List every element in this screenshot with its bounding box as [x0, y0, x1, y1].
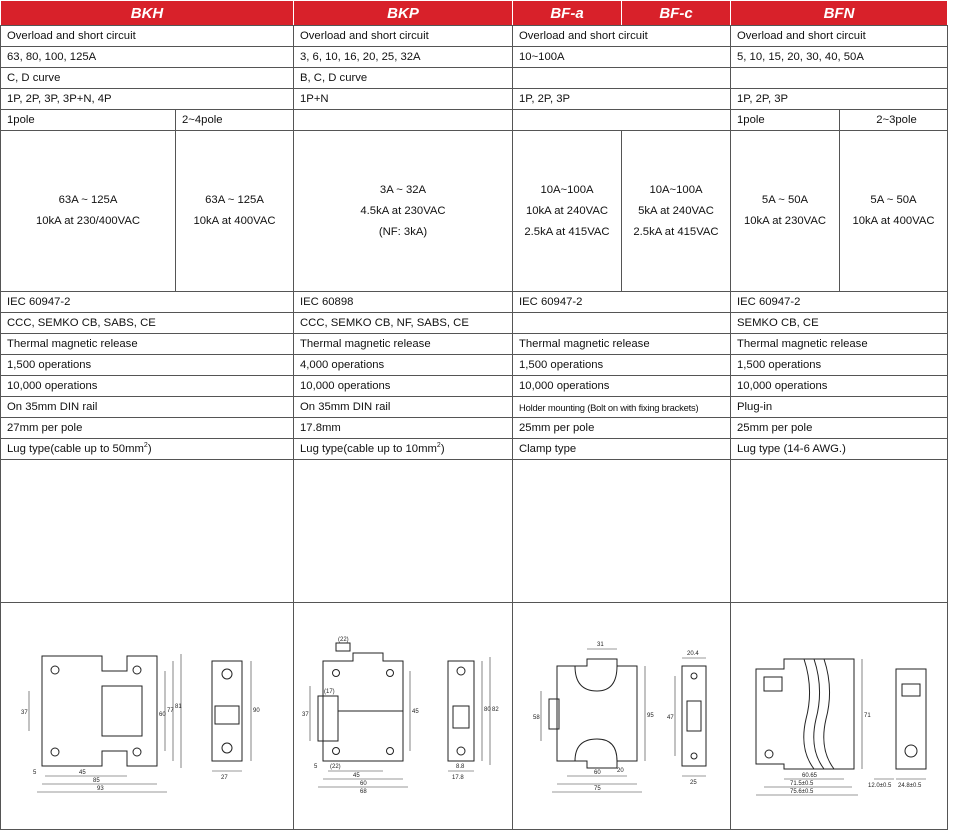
dim-label: 37 — [302, 712, 309, 718]
dim-label: 93 — [97, 786, 104, 792]
cell-trip-bkp: Thermal magnetic release — [294, 334, 513, 355]
drawing-bkp — [294, 603, 513, 830]
cell-certification-bkh: CCC, SEMKO CB, SABS, CE — [1, 313, 294, 334]
breaking-range: 63A ~ 125A — [205, 194, 264, 206]
dim-label: (17) — [324, 689, 335, 695]
cell-curve-bkh: C, D curve — [1, 68, 294, 89]
breaking-rating: 10kA at 400VAC — [193, 215, 276, 227]
row-drawings — [1, 603, 948, 830]
cell-pole-split-bf — [513, 110, 731, 131]
cell-terminal-bkh — [1, 439, 294, 460]
header-bkp: BKP — [294, 1, 513, 26]
cell-rated-current-bkh: 63, 80, 100, 125A — [1, 47, 294, 68]
cell-breaking-bf-c — [622, 131, 731, 292]
terminal-end: ) — [147, 442, 152, 455]
cell-terminal-bkp — [294, 439, 513, 460]
cell-breaking-bfn-2 — [840, 131, 948, 292]
cell-rated-current-bfn: 5, 10, 15, 20, 30, 40, 50A — [731, 47, 948, 68]
dim-label: 12.0±0.5 — [868, 782, 892, 789]
dim-label: 60 — [360, 781, 367, 787]
dim-label: 27 — [221, 775, 228, 781]
dim-label: 75 — [593, 786, 601, 792]
dim-label: 17.8 — [452, 775, 464, 781]
dim-label: 45 — [353, 773, 360, 779]
cell-blank-bkh — [1, 460, 294, 603]
cell-curve-bfn — [731, 68, 948, 89]
terminal-sup: 2 — [143, 441, 148, 449]
row-blank — [1, 460, 948, 603]
cell-elife-bkp: 4,000 operations — [294, 355, 513, 376]
breaking-range: 5A ~ 50A — [870, 194, 917, 206]
cell-width-bf: 25mm per pole — [513, 418, 731, 439]
row-width — [1, 418, 948, 439]
cell-elife-bf: 1,500 operations — [513, 355, 731, 376]
breaking-rating: 4.5kA at 230VAC — [360, 204, 446, 217]
dim-label: 37 — [21, 710, 28, 716]
cell-mlife-bkh: 10,000 operations — [1, 376, 294, 397]
terminal-text: Lug type(cable up to 10mm — [300, 442, 437, 455]
dim-label: (22) — [330, 764, 341, 770]
drawing-bf — [513, 603, 731, 830]
drawing-bkh — [1, 603, 294, 830]
terminal-sup: 2 — [436, 441, 441, 449]
breaking-rating: 10kA at 230/400VAC — [35, 215, 141, 227]
terminal-text: Lug type(cable up to 50mm — [7, 442, 144, 455]
cell-mounting-bkp: On 35mm DIN rail — [294, 397, 513, 418]
cell-curve-bkp: B, C, D curve — [294, 68, 513, 89]
cell-rated-current-bkp: 3, 6, 10, 16, 20, 25, 32A — [294, 47, 513, 68]
dim-label: 45 — [79, 770, 86, 776]
cell-mlife-bf: 10,000 operations — [513, 376, 731, 397]
dim-label: 68 — [360, 789, 367, 795]
cell-poles-bkp: 1P+N — [294, 89, 513, 110]
cell-curve-bf — [513, 68, 731, 89]
cell-trip-bkh: Thermal magnetic release — [1, 334, 294, 355]
dim-label: 95 — [646, 713, 654, 719]
dim-label: 20.4 — [686, 651, 699, 657]
cell-width-bkp: 17.8mm — [294, 418, 513, 439]
cell-mounting-bf: Holder mounting (Bolt on with fixing brackets) — [513, 397, 731, 418]
breaking-rating-2: 2.5kA at 415VAC — [633, 225, 719, 238]
cell-mlife-bfn: 10,000 operations — [731, 376, 948, 397]
row-certification — [1, 313, 948, 334]
drawing-bfn — [731, 603, 948, 830]
cell-certification-bf — [513, 313, 731, 334]
cell-blank-bfn — [731, 460, 948, 603]
breaking-rating: 10kA at 230VAC — [743, 215, 827, 227]
cell-application-bf: Overload and short circuit — [513, 26, 731, 47]
cell-elife-bkh: 1,500 operations — [1, 355, 294, 376]
cell-trip-bfn: Thermal magnetic release — [731, 334, 948, 355]
row-pole-split — [1, 110, 948, 131]
cell-breaking-bkp — [294, 131, 513, 292]
cell-mlife-bkp: 10,000 operations — [294, 376, 513, 397]
header-row — [1, 1, 948, 26]
dim-label: 45 — [412, 709, 419, 715]
dim-label: 8.8 — [456, 764, 465, 770]
dim-label: 60 — [159, 712, 166, 718]
dim-label: 82 — [492, 707, 499, 713]
dim-label: 75.6±0.5 — [790, 788, 814, 795]
cell-standard-bf: IEC 60947-2 — [513, 292, 731, 313]
dim-label: 60.65 — [802, 772, 818, 779]
cell-mounting-bkh: On 35mm DIN rail — [1, 397, 294, 418]
row-trip-release — [1, 334, 948, 355]
cell-poles-bf: 1P, 2P, 3P — [513, 89, 731, 110]
cell-width-bkh: 27mm per pole — [1, 418, 294, 439]
header-bf-a: BF-a — [513, 1, 622, 26]
dim-label: (22) — [338, 637, 349, 643]
row-electrical-life — [1, 355, 948, 376]
cell-breaking-bf-a — [513, 131, 622, 292]
dim-label: 58 — [532, 715, 540, 721]
breaking-note: (NF: 3kA) — [378, 225, 428, 238]
breaking-rating: 10kA at 240VAC — [525, 204, 609, 217]
bkp-dimension-drawing — [298, 631, 508, 801]
dim-label: 77 — [167, 708, 174, 714]
dim-label: 47 — [666, 715, 674, 721]
cell-poles-bfn: 1P, 2P, 3P — [731, 89, 948, 110]
cell-width-bfn: 25mm per pole — [731, 418, 948, 439]
row-mechanical-life — [1, 376, 948, 397]
dim-label: 71 — [864, 712, 871, 719]
bfn-dimension-drawing — [734, 629, 944, 804]
cell-trip-bf: Thermal magnetic release — [513, 334, 731, 355]
dim-label: 90 — [253, 708, 260, 714]
breaking-range: 3A ~ 32A — [379, 183, 427, 196]
cell-mounting-bfn: Plug-in — [731, 397, 948, 418]
cell-elife-bfn: 1,500 operations — [731, 355, 948, 376]
cell-certification-bkp: CCC, SEMKO CB, NF, SABS, CE — [294, 313, 513, 334]
bkh-dimension-drawing — [7, 636, 287, 796]
cell-standard-bfn: IEC 60947-2 — [731, 292, 948, 313]
row-rated-current — [1, 47, 948, 68]
breaking-range: 5A ~ 50A — [761, 194, 809, 206]
row-breaking-capacity — [1, 131, 948, 292]
dim-label: 31 — [596, 642, 604, 648]
cell-breaking-bkh-1 — [1, 131, 176, 292]
cell-terminal-bfn: Lug type (14-6 AWG.) — [731, 439, 948, 460]
cell-application-bkh: Overload and short circuit — [1, 26, 294, 47]
cell-pole-split-bfn-2: 2~3pole — [840, 110, 948, 131]
header-bf-c: BF-c — [622, 1, 731, 26]
breaking-rating: 5kA at 240VAC — [638, 204, 714, 217]
dim-label: 85 — [93, 778, 100, 784]
header-bkh: BKH — [1, 1, 294, 26]
breaking-range: 10A~100A — [540, 183, 594, 196]
cell-pole-split-bkp — [294, 110, 513, 131]
cell-application-bkp: Overload and short circuit — [294, 26, 513, 47]
breaking-rating-2: 2.5kA at 415VAC — [524, 225, 610, 238]
breaking-range: 63A ~ 125A — [58, 194, 118, 206]
dim-label: 80 — [484, 707, 491, 713]
cell-rated-current-bf: 10~100A — [513, 47, 731, 68]
cell-standard-bkh: IEC 60947-2 — [1, 292, 294, 313]
dim-label: 71.5±0.5 — [790, 780, 814, 787]
dim-label: 81 — [175, 704, 182, 710]
dim-label: 24.8±0.5 — [898, 782, 922, 789]
cell-poles-bkh: 1P, 2P, 3P, 3P+N, 4P — [1, 89, 294, 110]
breaking-rating: 10kA at 400VAC — [852, 215, 935, 227]
cell-breaking-bkh-2 — [176, 131, 294, 292]
cell-pole-split-bkh-2: 2~4pole — [176, 110, 294, 131]
cell-standard-bkp: IEC 60898 — [294, 292, 513, 313]
cell-pole-split-bfn-1: 1pole — [731, 110, 840, 131]
cell-terminal-bf: Clamp type — [513, 439, 731, 460]
cell-application-bfn: Overload and short circuit — [731, 26, 948, 47]
row-standard — [1, 292, 948, 313]
row-application — [1, 26, 948, 47]
row-mounting — [1, 397, 948, 418]
cell-blank-bf — [513, 460, 731, 603]
cell-breaking-bfn-1 — [731, 131, 840, 292]
terminal-end: ) — [440, 442, 445, 455]
dim-label: 5 — [314, 764, 318, 770]
dim-label: 5 — [33, 770, 37, 776]
dim-label: 25 — [689, 780, 697, 786]
row-poles — [1, 89, 948, 110]
row-terminal — [1, 439, 948, 460]
dim-label: 20 — [616, 768, 624, 774]
bf-dimension-drawing — [517, 631, 727, 801]
row-curve — [1, 68, 948, 89]
cell-blank-bkp — [294, 460, 513, 603]
breaking-range: 10A~100A — [649, 183, 703, 196]
header-bfn: BFN — [731, 1, 948, 26]
cell-pole-split-bkh-1: 1pole — [1, 110, 176, 131]
dim-label: 60 — [593, 770, 601, 776]
cell-certification-bfn: SEMKO CB, CE — [731, 313, 948, 334]
